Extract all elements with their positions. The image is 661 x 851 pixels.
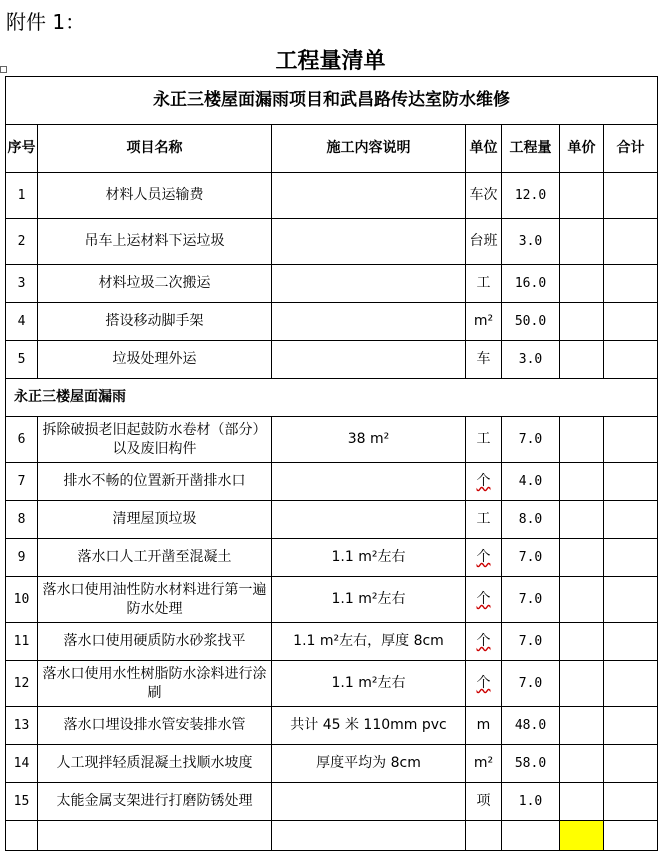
page-title: 工程量清单 bbox=[275, 48, 386, 74]
cell-name: 清理屋顶垃圾 bbox=[38, 501, 272, 539]
cell-qty: 16.0 bbox=[502, 265, 560, 303]
cell-name bbox=[38, 821, 272, 851]
cell-total bbox=[604, 623, 658, 661]
header-qty: 工程量 bbox=[502, 125, 560, 173]
cell-total bbox=[604, 577, 658, 623]
cell-no: 11 bbox=[6, 623, 38, 661]
table-row bbox=[6, 539, 658, 577]
cell-no: 6 bbox=[6, 417, 38, 463]
table-row bbox=[6, 265, 658, 303]
cell-desc bbox=[272, 501, 466, 539]
header-total: 合计 bbox=[604, 125, 658, 173]
cell-desc bbox=[272, 219, 466, 265]
cell-desc: 1.1 m²左右，厚度 8cm bbox=[272, 623, 466, 661]
cell-price bbox=[560, 463, 604, 501]
cell-desc: 共计 45 米 110mm pvc bbox=[272, 707, 466, 745]
cell-total bbox=[604, 501, 658, 539]
table-subtitle: 永正三楼屋面漏雨项目和武昌路传达室防水维修 bbox=[6, 77, 658, 125]
cell-qty: 4.0 bbox=[502, 463, 560, 501]
cell-unit bbox=[466, 821, 502, 851]
cell-name: 材料垃圾二次搬运 bbox=[38, 265, 272, 303]
cell-desc bbox=[272, 173, 466, 219]
cell-no: 3 bbox=[6, 265, 38, 303]
cell-desc bbox=[272, 303, 466, 341]
table-row bbox=[6, 463, 658, 501]
cell-name: 吊车上运材料下运垃圾 bbox=[38, 219, 272, 265]
cell-name: 落水口埋设排水管安装排水管 bbox=[38, 707, 272, 745]
cell-qty bbox=[502, 821, 560, 851]
cell-qty: 7.0 bbox=[502, 417, 560, 463]
cell-price bbox=[560, 303, 604, 341]
cell-price-highlighted bbox=[560, 821, 604, 851]
table-row bbox=[6, 661, 658, 707]
cell-unit: 项 bbox=[466, 783, 502, 821]
cell-price bbox=[560, 707, 604, 745]
cell-total bbox=[604, 219, 658, 265]
cell-no: 5 bbox=[6, 341, 38, 379]
cell-name: 排水不畅的位置新开凿排水口 bbox=[38, 463, 272, 501]
cell-total bbox=[604, 341, 658, 379]
table-row bbox=[6, 303, 658, 341]
cell-no: 7 bbox=[6, 463, 38, 501]
cell-qty: 7.0 bbox=[502, 623, 560, 661]
cell-no: 15 bbox=[6, 783, 38, 821]
cell-qty: 50.0 bbox=[502, 303, 560, 341]
header-name: 项目名称 bbox=[38, 125, 272, 173]
section-heading: 永正三楼屋面漏雨 bbox=[6, 379, 658, 417]
cell-total bbox=[604, 265, 658, 303]
cell-qty: 3.0 bbox=[502, 219, 560, 265]
cell-qty: 58.0 bbox=[502, 745, 560, 783]
table-row bbox=[6, 417, 658, 463]
cell-desc bbox=[272, 265, 466, 303]
cell-qty: 7.0 bbox=[502, 577, 560, 623]
cell-price bbox=[560, 623, 604, 661]
cell-unit: 工 bbox=[466, 265, 502, 303]
cell-name: 落水口使用油性防水材料进行第一遍防水处理 bbox=[38, 577, 272, 623]
cell-unit: 个 bbox=[466, 577, 502, 623]
cell-name: 落水口人工开凿至混凝土 bbox=[38, 539, 272, 577]
cell-price bbox=[560, 219, 604, 265]
cell-no: 10 bbox=[6, 577, 38, 623]
cell-total bbox=[604, 821, 658, 851]
cell-no: 14 bbox=[6, 745, 38, 783]
cell-price bbox=[560, 661, 604, 707]
cell-total bbox=[604, 463, 658, 501]
cell-name: 落水口使用硬质防水砂浆找平 bbox=[38, 623, 272, 661]
cell-qty: 7.0 bbox=[502, 661, 560, 707]
cell-price bbox=[560, 783, 604, 821]
cell-qty: 1.0 bbox=[502, 783, 560, 821]
cell-desc: 1.1 m²左右 bbox=[272, 661, 466, 707]
cell-no: 8 bbox=[6, 501, 38, 539]
cell-total bbox=[604, 783, 658, 821]
cell-desc bbox=[272, 821, 466, 851]
cell-total bbox=[604, 417, 658, 463]
cell-desc: 1.1 m²左右 bbox=[272, 539, 466, 577]
cell-no: 4 bbox=[6, 303, 38, 341]
cell-unit: m bbox=[466, 707, 502, 745]
cell-unit: 台班 bbox=[466, 219, 502, 265]
cell-unit: 车次 bbox=[466, 173, 502, 219]
cell-desc bbox=[272, 463, 466, 501]
cell-price bbox=[560, 501, 604, 539]
table-row-partial bbox=[6, 821, 658, 851]
cell-name: 太能金属支架进行打磨防锈处理 bbox=[38, 783, 272, 821]
cell-unit: 工 bbox=[466, 417, 502, 463]
cell-qty: 7.0 bbox=[502, 539, 560, 577]
cell-unit: 个 bbox=[466, 623, 502, 661]
cell-desc bbox=[272, 341, 466, 379]
cell-name: 搭设移动脚手架 bbox=[38, 303, 272, 341]
cell-unit: m² bbox=[466, 303, 502, 341]
cell-no bbox=[6, 821, 38, 851]
header-no: 序号 bbox=[6, 125, 38, 173]
cell-unit: 个 bbox=[466, 539, 502, 577]
cell-total bbox=[604, 707, 658, 745]
cell-total bbox=[604, 745, 658, 783]
cell-qty: 3.0 bbox=[502, 341, 560, 379]
table-row bbox=[6, 501, 658, 539]
cell-qty: 12.0 bbox=[502, 173, 560, 219]
cell-total bbox=[604, 173, 658, 219]
cell-price bbox=[560, 417, 604, 463]
cell-total bbox=[604, 303, 658, 341]
table-row bbox=[6, 341, 658, 379]
table-row bbox=[6, 577, 658, 623]
header-price: 单价 bbox=[560, 125, 604, 173]
table-row bbox=[6, 219, 658, 265]
cell-no: 13 bbox=[6, 707, 38, 745]
cell-total bbox=[604, 661, 658, 707]
cell-price bbox=[560, 173, 604, 219]
cell-desc bbox=[272, 783, 466, 821]
attachment-label: 附件 1： bbox=[6, 10, 86, 34]
cell-name: 材料人员运输费 bbox=[38, 173, 272, 219]
cell-unit: 个 bbox=[466, 463, 502, 501]
cell-total bbox=[604, 539, 658, 577]
cell-unit: 个 bbox=[466, 661, 502, 707]
cell-qty: 8.0 bbox=[502, 501, 560, 539]
cell-unit: m² bbox=[466, 745, 502, 783]
header-desc: 施工内容说明 bbox=[272, 125, 466, 173]
table-anchor-marker bbox=[0, 66, 7, 73]
cell-desc: 厚度平均为 8cm bbox=[272, 745, 466, 783]
cell-name: 人工现拌轻质混凝土找顺水坡度 bbox=[38, 745, 272, 783]
cell-name: 拆除破损老旧起鼓防水卷材（部分）以及废旧构件 bbox=[38, 417, 272, 463]
cell-qty: 48.0 bbox=[502, 707, 560, 745]
header-unit: 单位 bbox=[466, 125, 502, 173]
cell-desc: 1.1 m²左右 bbox=[272, 577, 466, 623]
table-row bbox=[6, 707, 658, 745]
quantity-table bbox=[5, 76, 658, 851]
cell-price bbox=[560, 539, 604, 577]
cell-name: 垃圾处理外运 bbox=[38, 341, 272, 379]
table-row bbox=[6, 623, 658, 661]
cell-no: 1 bbox=[6, 173, 38, 219]
cell-no: 9 bbox=[6, 539, 38, 577]
cell-no: 12 bbox=[6, 661, 38, 707]
cell-price bbox=[560, 577, 604, 623]
table-row bbox=[6, 783, 658, 821]
cell-unit: 工 bbox=[466, 501, 502, 539]
cell-name: 落水口使用水性树脂防水涂料进行涂刷 bbox=[38, 661, 272, 707]
table-row bbox=[6, 173, 658, 219]
cell-price bbox=[560, 745, 604, 783]
cell-price bbox=[560, 265, 604, 303]
cell-desc: 38 m² bbox=[272, 417, 466, 463]
cell-no: 2 bbox=[6, 219, 38, 265]
table-row bbox=[6, 745, 658, 783]
cell-price bbox=[560, 341, 604, 379]
cell-unit: 车 bbox=[466, 341, 502, 379]
